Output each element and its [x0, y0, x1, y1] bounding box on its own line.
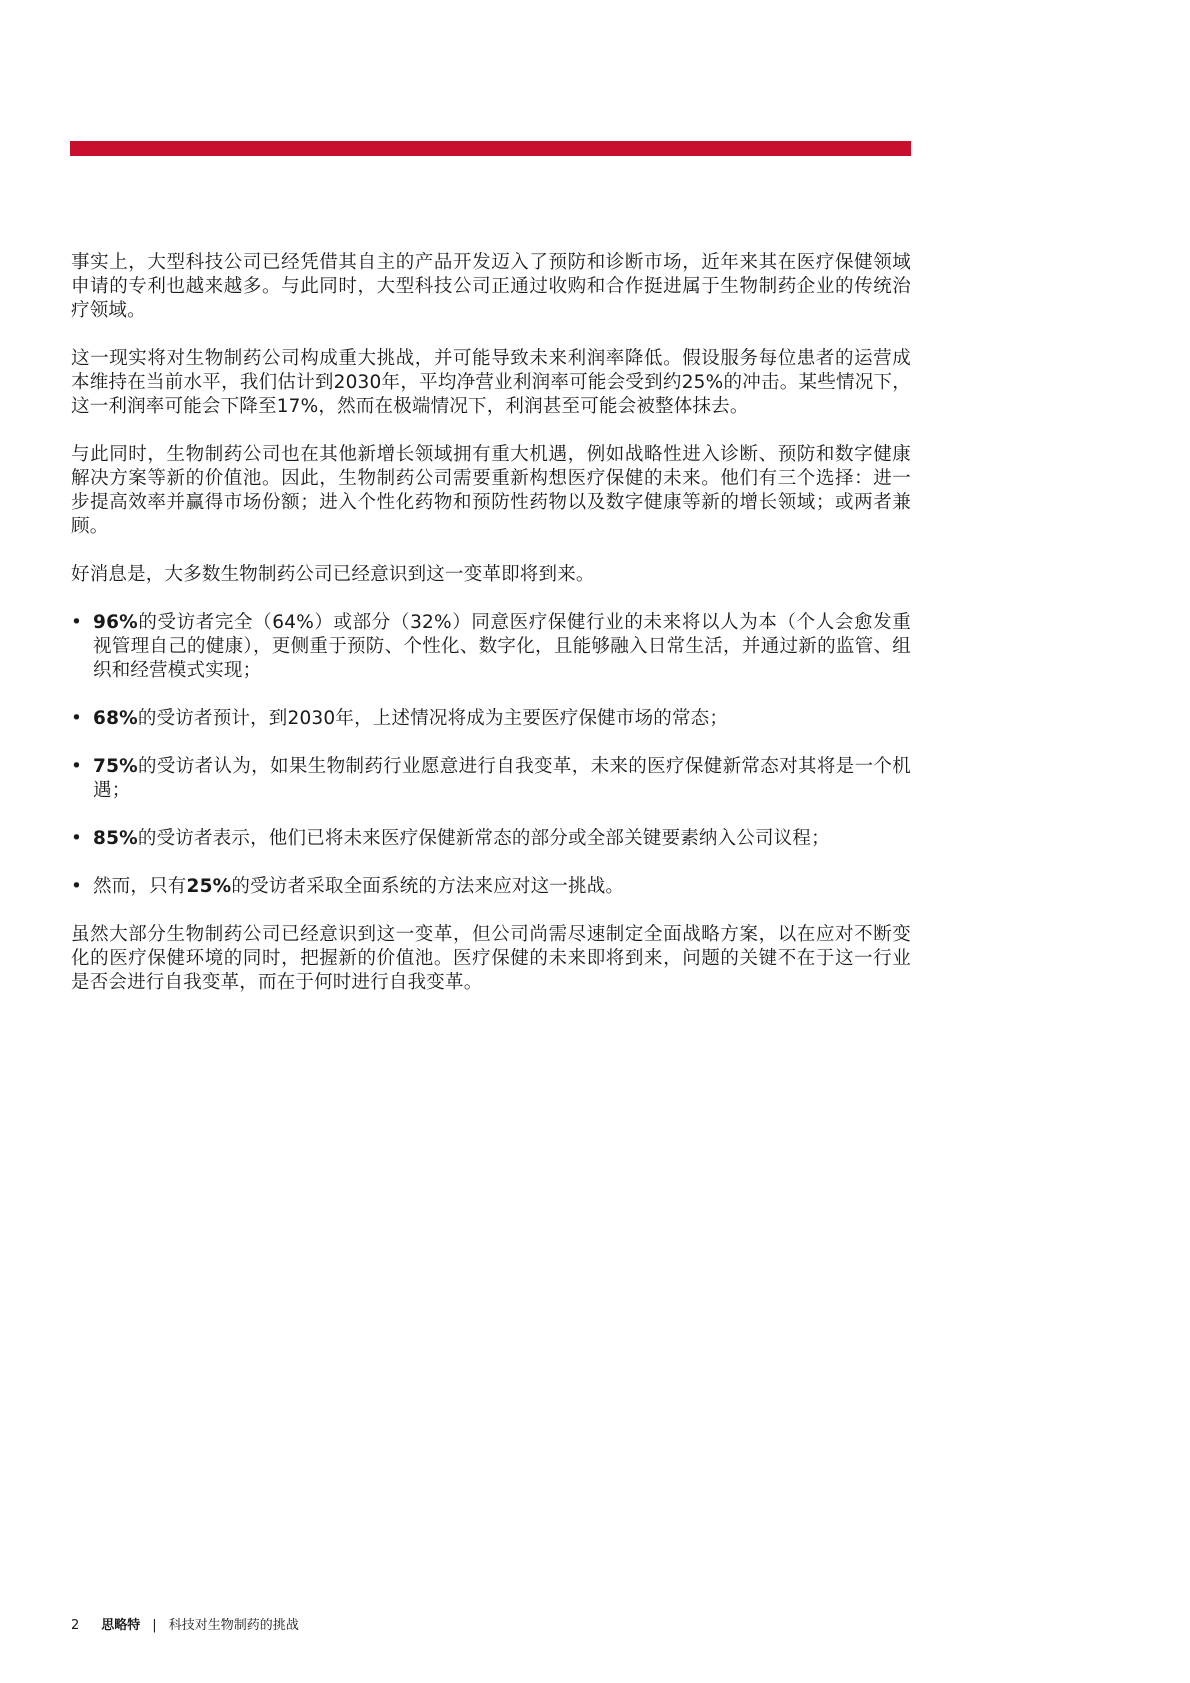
page-footer — [71, 1618, 299, 1634]
bullet-highlight: 68% — [93, 708, 138, 729]
page-number: 2 — [71, 1618, 80, 1633]
paragraph-1: 事实上，大型科技公司已经凭借其自主的产品开发迈入了预防和诊断市场，近年来其在医疗保健领域申请的专利也越来越多。与此同时，大型科技公司正通过收购和合作挺进属于生物制药企业的传统治疗领域。 — [71, 252, 911, 321]
bullet-icon: • — [71, 708, 83, 729]
bullet-text-after: 的受访者完全（64%）或部分（32%）同意医疗保健行业的未来将以人为本（个人会愈发重视管理自己的健康），更侧重于预防、个性化、数字化，且能够融入日常生活，并通过新的监管、组织和经营模式实现； — [93, 612, 911, 681]
footer-separator: | — [152, 1618, 157, 1633]
bullet-icon: • — [71, 756, 83, 777]
bullet-text-before: 然而，只有 — [93, 876, 187, 897]
list-item — [71, 611, 911, 683]
bullet-text-after: 的受访者采取全面系统的方法来应对这一挑战。 — [231, 876, 625, 897]
article-body — [71, 251, 911, 1019]
top-accent-bar — [70, 141, 911, 156]
closing-paragraph: 虽然大部分生物制药公司已经意识到这一变革，但公司尚需尽速制定全面战略方案，以在应对不断变化的医疗保健环境的同时，把握新的价值池。医疗保健的未来即将到来，问题的关键不在于这一行业是否会进行自我变革，而在于何时进行自我变革。 — [71, 924, 911, 993]
bullet-icon: • — [71, 612, 83, 633]
bullet-highlight: 75% — [93, 756, 138, 777]
survey-findings-list — [71, 611, 911, 899]
bullet-highlight: 96% — [93, 612, 138, 633]
paragraph-4: 好消息是，大多数生物制药公司已经意识到这一变革即将到来。 — [71, 564, 595, 585]
list-item — [71, 827, 911, 851]
bullet-text-after: 的受访者表示，他们已将未来医疗保健新常态的部分或全部关键要素纳入公司议程； — [137, 828, 830, 849]
bullet-text-after: 的受访者认为，如果生物制药行业愿意进行自我变革，未来的医疗保健新常态对其将是一个机遇； — [93, 756, 911, 801]
brand-name: 思略特 — [101, 1618, 141, 1633]
list-item — [71, 707, 911, 731]
bullet-highlight: 85% — [93, 828, 138, 849]
paragraph-2: 这一现实将对生物制药公司构成重大挑战，并可能导致未来利润率降低。假设服务每位患者的运营成本维持在当前水平，我们估计到2030年，平均净营业利润率可能会受到约25%的冲击。某些情况下，这一利润率可能会下降至17%，然而在极端情况下，利润甚至可能会被整体抹去。 — [71, 348, 911, 417]
bullet-icon: • — [71, 876, 83, 897]
bullet-icon: • — [71, 828, 83, 849]
list-item — [71, 875, 911, 899]
document-title: 科技对生物制药的挑战 — [168, 1618, 299, 1633]
bullet-highlight: 25% — [186, 876, 232, 897]
list-item — [71, 755, 911, 803]
bullet-text-after: 的受访者预计，到2030年，上述情况将成为主要医疗保健市场的常态； — [137, 708, 729, 729]
paragraph-3: 与此同时，生物制药公司也在其他新增长领域拥有重大机遇，例如战略性进入诊断、预防和数字健康解决方案等新的价值池。因此，生物制药公司需要重新构想医疗保健的未来。他们有三个选择：进一步提高效率并赢得市场份额；进入个性化药物和预防性药物以及数字健康等新的增长领域；或两者兼顾。 — [71, 444, 911, 537]
